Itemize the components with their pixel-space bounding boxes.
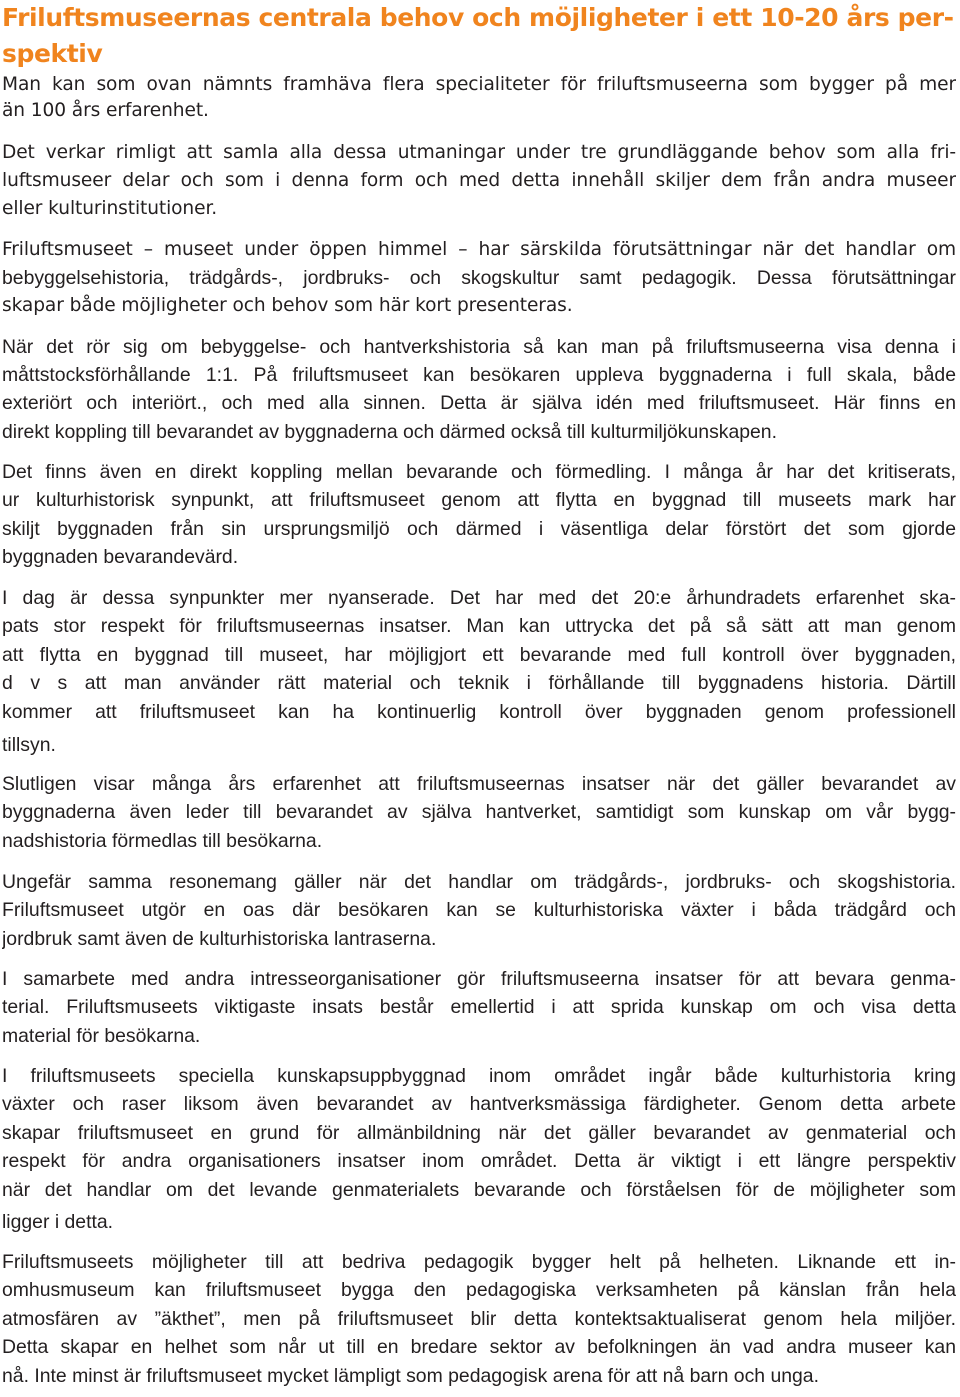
- title-line-1: Friluftsmuseernas centrala behov och möjligheter i ett 10-20 års per-: [2, 3, 954, 32]
- text-line: Man kan som ovan nämnts framhäva flera specialiteter för friluftsmuseerna som bygger på mer: [2, 74, 956, 95]
- text-line: direkt koppling till bevarandet av byggnaderna och därmed också till kulturmiljökunskapen.: [2, 421, 777, 443]
- text-line: att flytta en byggnad till museet, har möjligjort ett bevarande med full kontroll över byggnaden,: [2, 644, 956, 666]
- text-line: ur kulturhistorisk synpunkt, att friluftsmuseet genom att flytta en byggnad till museets mark har: [2, 489, 956, 511]
- text-line: terial. Friluftsmuseets viktigaste insats består emellertid i att sprida kunskap om och visa detta: [2, 996, 956, 1018]
- text-line: omhusmuseum kan friluftsmuseet bygga den pedagogiska verksamheten på känslan från hela: [2, 1279, 956, 1301]
- text-line: än 100 års erfarenhet.: [2, 100, 209, 121]
- text-line: d v s att man använder rätt material och teknik i förhållande till byggnadens historia. Därtill: [2, 672, 956, 694]
- text-line: pats stor respekt för friluftsmuseernas insatser. Man kan uttrycka det på så sätt att man genom: [2, 615, 956, 637]
- text-line: skapar både möjligheter och behov som här kort presenteras.: [2, 295, 573, 316]
- text-line: kommer att friluftsmuseet kan ha kontinuerlig kontroll över byggnaden genom professionell: [2, 701, 956, 723]
- text-line: Det verkar rimligt att samla alla dessa utmaningar under tre grundläggande behov som alla fri-: [2, 142, 956, 163]
- text-line: nå. Inte minst är friluftsmuseet mycket lämpligt som pedagogisk arena för att nå barn och unga.: [2, 1365, 819, 1387]
- text-line: Slutligen visar många års erfarenhet att friluftsmuseernas insatser när det gäller bevarandet av: [2, 773, 956, 795]
- text-line: respekt för andra organisationers insatser inom området. Detta är viktigt i ett längre perspektiv: [2, 1150, 956, 1172]
- text-line: eller kulturinstitutioner.: [2, 198, 218, 219]
- text-line: atmosfären av ”äkthet”, men på friluftsmuseet blir detta kontektsaktualiserat genom hela miljöer.: [2, 1308, 956, 1330]
- text-line: jordbruk samt även de kulturhistoriska lantraserna.: [2, 928, 437, 950]
- text-line: måttstocksförhållande 1:1. På friluftsmuseet kan besökaren uppleva byggnaderna i full skala, både: [2, 364, 956, 386]
- text-line: luftsmuseer delar och som i denna form och med detta innehåll skiljer dem från andra museer: [2, 170, 956, 191]
- title-line-2: spektiv: [2, 39, 103, 68]
- text-line: material för besökarna.: [2, 1025, 201, 1047]
- text-line: nadshistoria förmedlas till besökarna.: [2, 830, 323, 852]
- text-line: ligger i detta.: [2, 1211, 114, 1233]
- text-line: tillsyn.: [2, 734, 56, 756]
- page-title: [2, 0, 958, 72]
- text-line: bebyggelsehistoria, trädgårds-, jordbruks- och skogskultur samt pedagogik. Dessa förutsättningar: [2, 267, 956, 289]
- text-line: skapar friluftsmuseet en grund för allmänbildning när det gäller bevarandet av genmaterial och: [2, 1122, 956, 1144]
- text-line: Friluftsmuseets möjligheter till att bedriva pedagogik bygger helt på helheten. Liknande ett in-: [2, 1251, 956, 1273]
- text-line: byggnaderna även leder till bevarandet av själva hantverket, samtidigt som kunskap om vår bygg-: [2, 801, 956, 823]
- text-line: Friluftsmuseet – museet under öppen himmel – har särskilda förutsättningar när det handlar om: [2, 239, 956, 260]
- text-line: I dag är dessa synpunkter mer nyanserade. Det har med det 20:e århundradets erfarenhet ska-: [2, 587, 956, 609]
- text-line: Det finns även en direkt koppling mellan bevarande och förmedling. I många år har det kritiserats,: [2, 461, 956, 483]
- text-line: Detta skapar en helhet som når ut till en bredare sektor av befolkningen än vad andra museer kan: [2, 1336, 956, 1358]
- text-line: växter och raser liksom även bevarandet av hantverksmässiga färdigheter. Genom detta arbete: [2, 1093, 956, 1115]
- text-line: skiljt byggnaden från sin ursprungsmiljö och därmed i väsentliga delar förstört det som gjorde: [2, 518, 956, 540]
- text-line: byggnaden bevarandevärd.: [2, 546, 239, 568]
- text-line: Ungefär samma resonemang gäller när det handlar om trädgårds-, jordbruks- och skogshistoria.: [2, 871, 956, 893]
- text-line: Friluftsmuseet utgör en oas där besökaren kan se kulturhistoriska växter i båda trädgård och: [2, 899, 956, 921]
- text-line: I friluftsmuseets speciella kunskapsuppbyggnad inom området ingår både kulturhistoria kring: [2, 1065, 956, 1087]
- text-line: I samarbete med andra intresseorganisationer gör friluftsmuseerna insatser för att bevara genma-: [2, 968, 956, 990]
- text-line: exteriört och interiört., och med alla sinnen. Detta är själva idén med friluftsmuseet. Här finns en: [2, 392, 956, 414]
- text-line: När det rör sig om bebyggelse- och hantverkshistoria så kan man på friluftsmuseerna visa denna i: [2, 336, 956, 358]
- text-line: när det handlar om det levande genmaterialets bevarande och förståelsen för de möjligheter som: [2, 1179, 956, 1201]
